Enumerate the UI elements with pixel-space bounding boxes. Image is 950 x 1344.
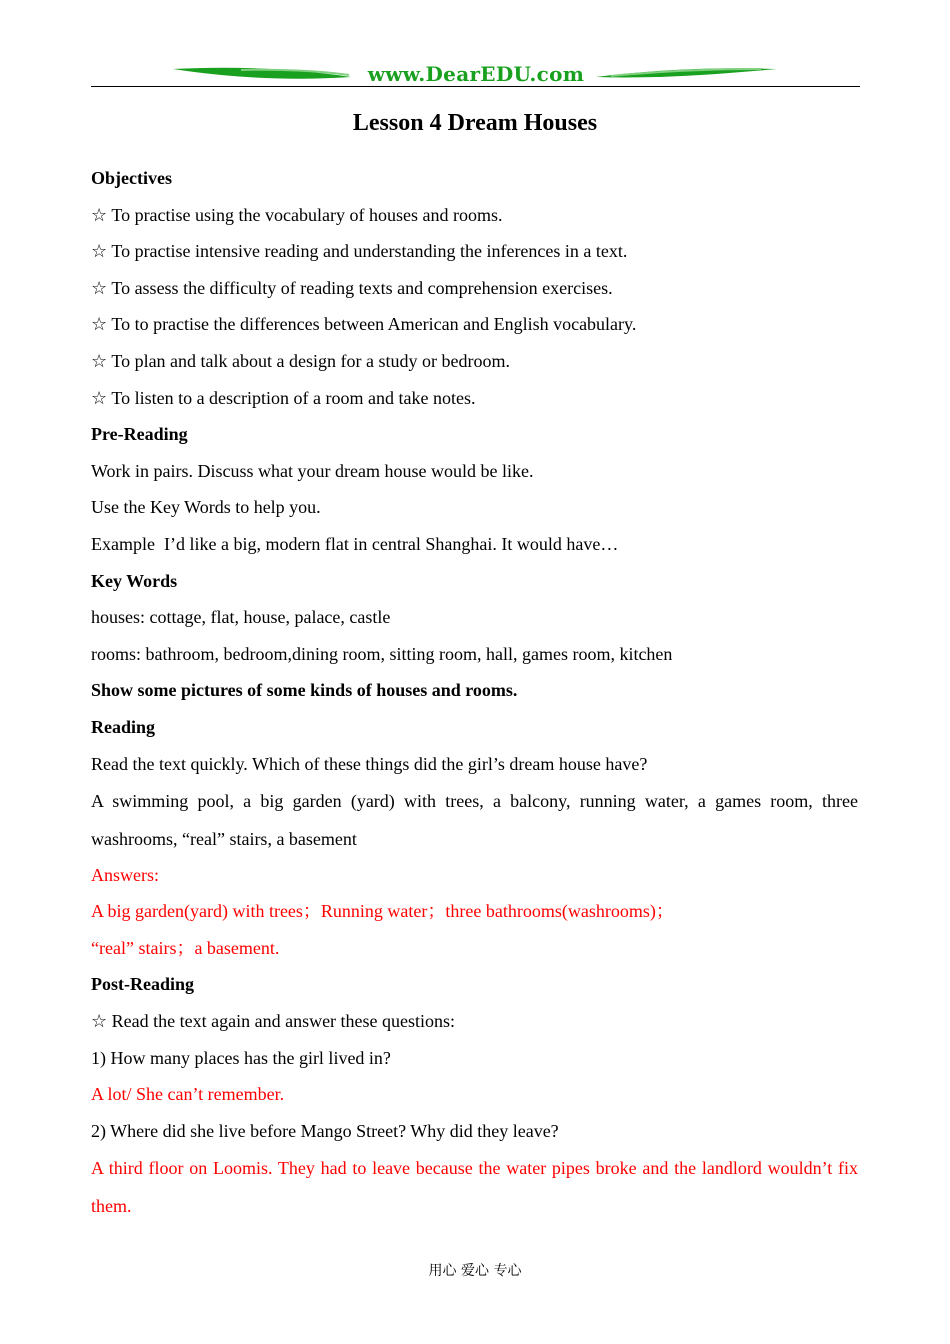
objective-item [91,233,858,270]
objective-text: To listen to a description of a room and take notes. [111,387,476,408]
post-reading-heading: Post-Reading [91,974,194,995]
post-reading-instruction [91,1003,858,1040]
answer-1: A lot/ She can’t remember. [91,1084,285,1105]
objective-text: To practise intensive reading and understanding the inferences in a text. [111,241,628,262]
star-icon: ☆ [91,277,108,299]
show-pictures-instruction: Show some pictures of some kinds of houses and rooms. [91,680,518,701]
objective-text: To plan and talk about a design for a study or bedroom. [111,350,510,371]
star-icon: ☆ [91,387,108,409]
site-name: www.DearEDU.com [367,62,585,86]
star-icon: ☆ [91,204,108,226]
key-words-houses: houses: cottage, flat, house, palace, castle [91,607,391,628]
key-words-heading: Key Words [91,570,178,591]
answers-label: Answers: [91,864,159,885]
page-title: Lesson 4 Dream Houses [352,110,598,136]
objective-item [91,380,858,417]
objective-item [91,270,858,307]
answer-2: A third floor on Loomis. They had to leave because the water pipes broke and the landlord wouldn’t fix them. [91,1158,858,1217]
pre-reading-heading: Pre-Reading [91,424,188,445]
star-icon: ☆ [91,241,108,263]
star-icon: ☆ [91,314,108,336]
objective-item [91,343,858,380]
star-icon: ☆ [91,1010,108,1032]
document-body [91,160,858,1224]
key-words-rooms: rooms: bathroom, bedroom,dining room, sitting room, hall, games room, kitchen [91,643,673,664]
instruction-text: Read the text again and answer these questions: [111,1010,456,1031]
site-banner-logo [171,58,781,90]
answer-line: A big garden(yard) with trees；Running water；three bathrooms(washrooms)； [91,901,674,922]
reading-question: Read the text quickly. Which of these things did the girl’s dream house have? [91,753,648,774]
answer-line: “real” stairs；a basement. [91,937,280,958]
reading-heading: Reading [91,716,156,737]
pre-reading-line: Use the Key Words to help you. [91,497,321,518]
pre-reading-line: Work in pairs. Discuss what your dream house would be like. [91,460,534,481]
objectives-heading: Objectives [91,168,172,188]
pre-reading-example: Example I’d like a big, modern flat in central Shanghai. It would have… [91,533,619,554]
star-icon: ☆ [91,350,108,372]
objective-text: To practise using the vocabulary of houses and rooms. [111,204,503,225]
objective-item [91,306,858,343]
reading-options: A swimming pool, a big garden (yard) with trees, a balcony, running water, a games room, three washrooms, “real” stairs, a basement [91,791,858,850]
question-2: 2) Where did she live before Mango Street? Why did they leave? [91,1120,559,1141]
page-footer: 用心 爱心 专心 [428,1263,522,1279]
objective-item [91,197,858,234]
objective-text: To to practise the differences between American and English vocabulary. [111,314,637,335]
objective-text: To assess the difficulty of reading texts and comprehension exercises. [111,277,613,298]
question-1: 1) How many places has the girl lived in? [91,1047,391,1068]
page-header [91,58,860,90]
